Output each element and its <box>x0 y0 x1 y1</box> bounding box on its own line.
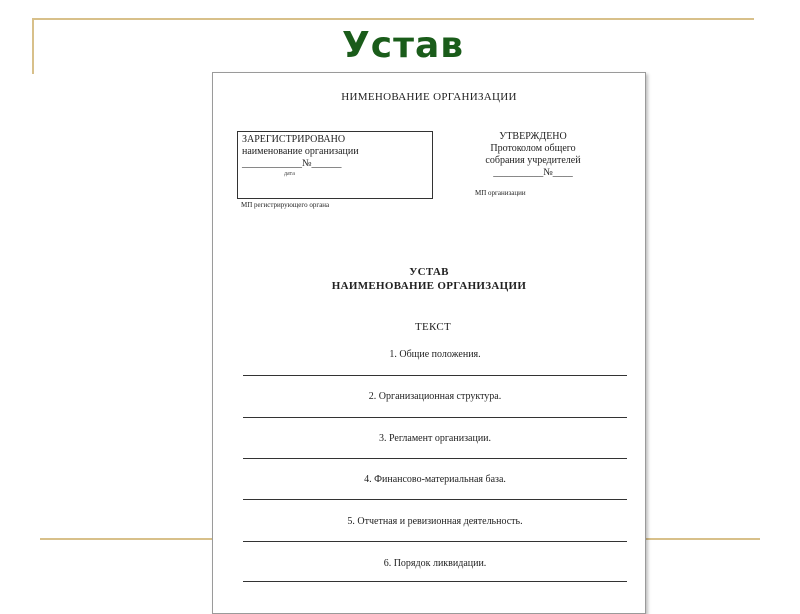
registered-date-caption: дата <box>284 171 295 177</box>
section-item: 4. Финансово-материальная база. <box>364 474 506 485</box>
charter-title-line-2: НАИМЕНОВАНИЕ ОРГАНИЗАЦИИ <box>331 280 527 292</box>
section-rule <box>243 458 627 459</box>
section-rule <box>243 499 627 500</box>
section-rule <box>243 541 627 542</box>
approved-stamp-caption: МП организации <box>475 189 526 197</box>
section-item: 3. Регламент организации. <box>378 433 492 444</box>
org-header: НИМЕНОВАНИЕ ОРГАНИЗАЦИИ <box>341 91 517 103</box>
approved-line-2: собрания учредителей <box>485 155 581 166</box>
section-item: 2. Организационная структура. <box>368 391 502 402</box>
section-rule <box>243 417 627 418</box>
slide-title: Устав <box>342 25 465 66</box>
document-page <box>212 72 646 614</box>
approved-number-line: __________№____ <box>493 167 573 178</box>
section-item: 5. Отчетная и ревизионная деятельность. <box>347 516 523 527</box>
text-label: ТЕКСТ <box>415 321 452 333</box>
section-rule <box>243 581 627 582</box>
section-item: 6. Порядок ликвидации. <box>383 558 487 569</box>
frame-left-line <box>32 18 34 74</box>
registered-number-line: ____________№______ <box>242 158 342 169</box>
frame-top-line <box>32 18 754 20</box>
registered-heading: ЗАРЕГИСТРИРОВАНО <box>242 134 346 145</box>
registered-stamp-caption: МП регистрирующего органа <box>241 201 330 209</box>
approved-heading: УТВЕРЖДЕНО <box>499 131 567 142</box>
section-rule <box>243 375 627 376</box>
registered-box <box>237 131 433 199</box>
section-item: 1. Общие положения. <box>389 349 481 360</box>
registered-org-line: наименование организации <box>242 146 359 157</box>
approved-line-1: Протоколом общего <box>490 143 576 154</box>
approved-block <box>471 131 595 179</box>
charter-title <box>213 265 645 293</box>
charter-title-line-1: УСТАВ <box>409 266 449 278</box>
